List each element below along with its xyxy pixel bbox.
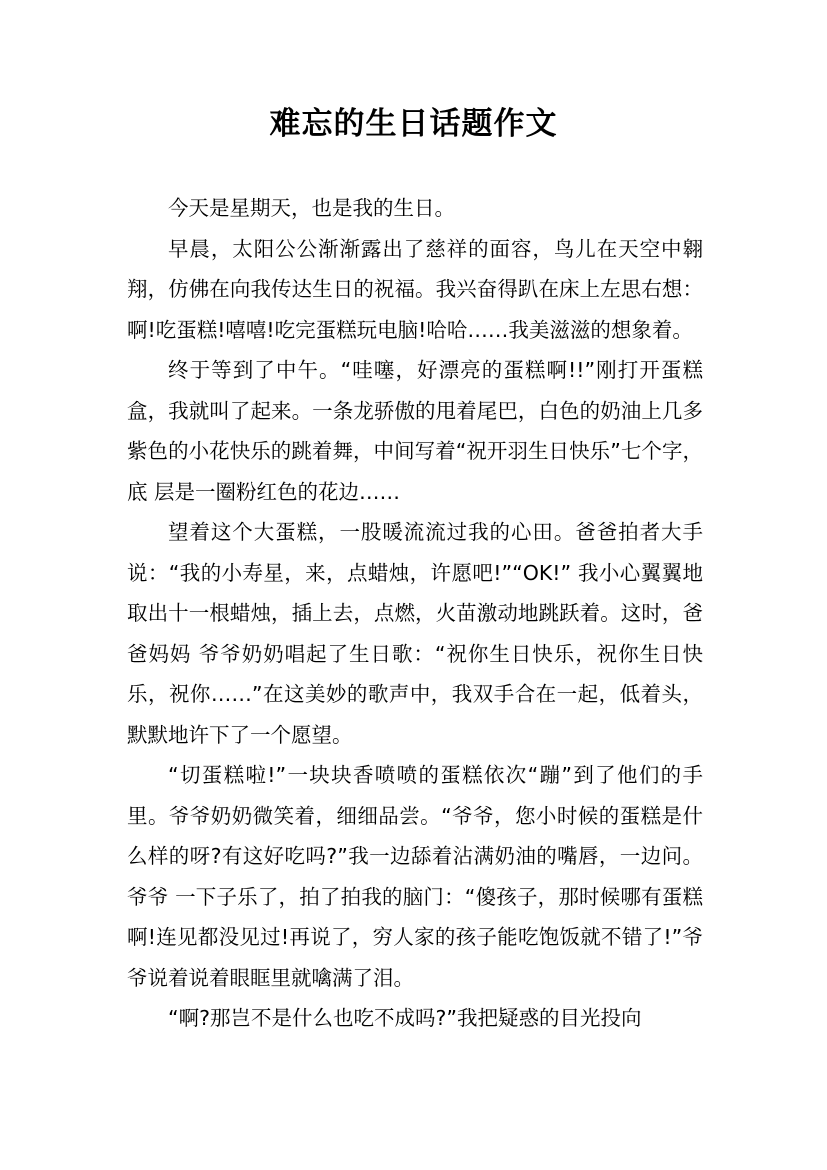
paragraph: 望着这个大蛋糕，一股暖流流过我的心田。爸爸拍者大手说：“我的小寿星，来，点蜡烛，许愿吧!”“OK!” 我小心翼翼地取出十一根蜡烛，插上去，点燃，火苗激动地跳跃着。这时，爸爸妈妈 爷爷奶奶唱起了生日歌：“祝你生日快乐，祝你生日快乐，祝你……”在这美妙的歌声中，我双手合在一起，低着头，默默地许下了一个愿望。 xyxy=(127,520,703,747)
paragraph: 早晨，太阳公公渐渐露出了慈祥的面容，鸟儿在天空中翱翔，仿佛在向我传达生日的祝福。我兴奋得趴在床上左思右想：啊!吃蛋糕!嘻嘻!吃完蛋糕玩电脑!哈哈……我美滋滋的想象着。 xyxy=(127,236,703,342)
paragraph: 终于等到了中午。“哇噻，好漂亮的蛋糕啊!!”刚打开蛋糕盒，我就叫了起来。一条龙骄傲的甩着尾巴，白色的奶油上几多紫色的小花快乐的跳着舞，中间写着“祝开羽生日快乐”七个字，底 层是一圈粉红色的花边…… xyxy=(127,358,703,504)
paragraph: “切蛋糕啦!”一块块香喷喷的蛋糕依次“蹦”到了他们的手里。爷爷奶奶微笑着，细细品尝。“爷爷，您小时候的蛋糕是什么样的呀?有这好吃吗?”我一边舔着沾满奶油的嘴唇，一边问。爷爷 一下子乐了，拍了拍我的脑门：“傻孩子，那时候哪有蛋糕啊!连见都没见过!再说了，穷人家的孩子能吃饱饭就不错了!”爷爷说着说着眼眶里就噙满了泪。 xyxy=(127,763,703,990)
paragraph: 今天是星期天，也是我的生日。 xyxy=(168,196,455,220)
essay-body xyxy=(127,188,703,1039)
paragraph: “啊?那岂不是什么也吃不成吗?”我把疑惑的目光投向 xyxy=(168,1006,642,1030)
page-title: 难忘的生日话题作文 xyxy=(269,106,558,142)
